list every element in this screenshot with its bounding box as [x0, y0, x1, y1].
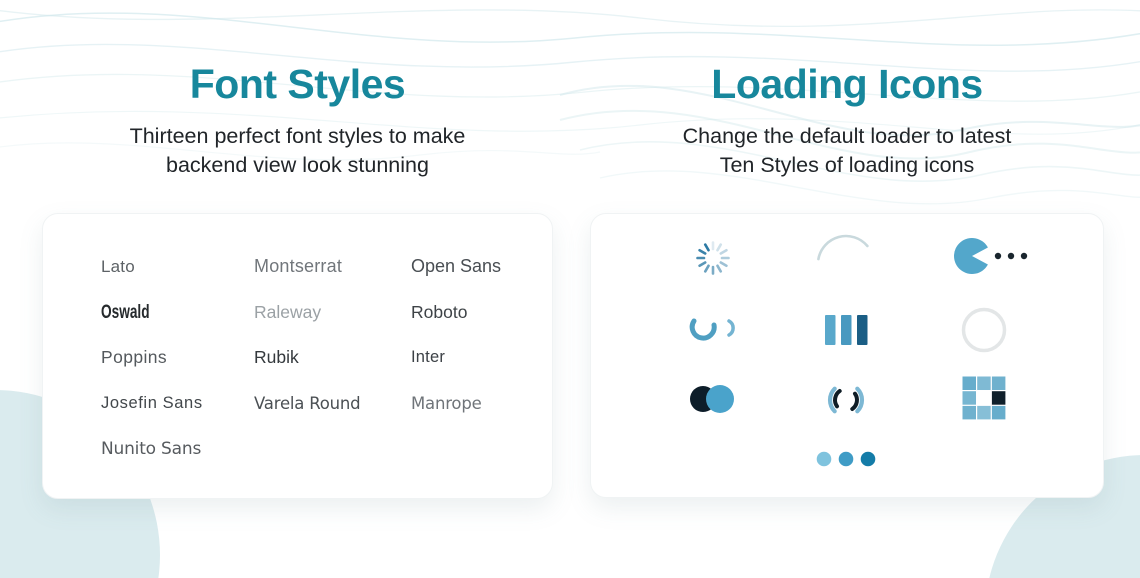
- loading-icons-section: [590, 0, 1104, 498]
- ring-loader-icon: [960, 306, 1008, 354]
- bars-loader-icon: [823, 313, 869, 347]
- font-item-poppins: Poppins: [101, 347, 168, 368]
- font-styles-subtitle: [42, 122, 553, 180]
- font-item-roboto: Roboto: [411, 301, 468, 322]
- font-styles-subtitle-line2: backend view look stunning: [166, 153, 429, 177]
- font-item-nunito-sans: Nunito Sans: [101, 438, 202, 459]
- font-item-rubik: Rubik: [254, 347, 299, 368]
- arc-spinner-icon: [814, 232, 878, 296]
- loading-icons-card: [590, 213, 1104, 498]
- loading-icons-subtitle-line2: Ten Styles of loading icons: [719, 153, 975, 177]
- font-item-lato: Lato: [101, 256, 135, 276]
- font-item-open-sans: Open Sans: [411, 256, 502, 277]
- loading-icons-subtitle-line1: Change the default loader to latest: [682, 124, 1012, 148]
- font-item-inter: Inter: [411, 348, 446, 367]
- loading-icons-subtitle: [590, 122, 1104, 180]
- font-column-3: [411, 244, 552, 498]
- cube-grid-loader-icon: [962, 376, 1006, 420]
- font-styles-card: [42, 213, 553, 499]
- dots-loader-icon: [815, 450, 877, 468]
- font-item-josefin-sans: Josefin Sans: [101, 393, 203, 412]
- font-styles-section: [42, 0, 553, 499]
- font-column-2: [254, 244, 411, 498]
- font-styles-title: Font Styles: [189, 61, 406, 107]
- dash-spinner-icon: [693, 238, 733, 278]
- dual-circles-loader-icon: [689, 383, 737, 415]
- crescent-spinner-icon: [688, 310, 738, 346]
- font-column-1: [101, 244, 254, 498]
- font-item-oswald: Oswald: [101, 300, 150, 323]
- loading-icons-title: Loading Icons: [711, 61, 983, 107]
- font-item-varela-round: Varela Round: [254, 393, 361, 413]
- font-item-manrope: Manrope: [411, 393, 482, 413]
- font-item-montserrat: Montserrat: [254, 256, 343, 277]
- font-item-raleway: Raleway: [254, 301, 322, 322]
- bracket-arcs-loader-icon: [822, 376, 870, 424]
- font-styles-subtitle-line1: Thirteen perfect font styles to make: [129, 124, 466, 148]
- pacman-loader-icon: [952, 236, 1030, 276]
